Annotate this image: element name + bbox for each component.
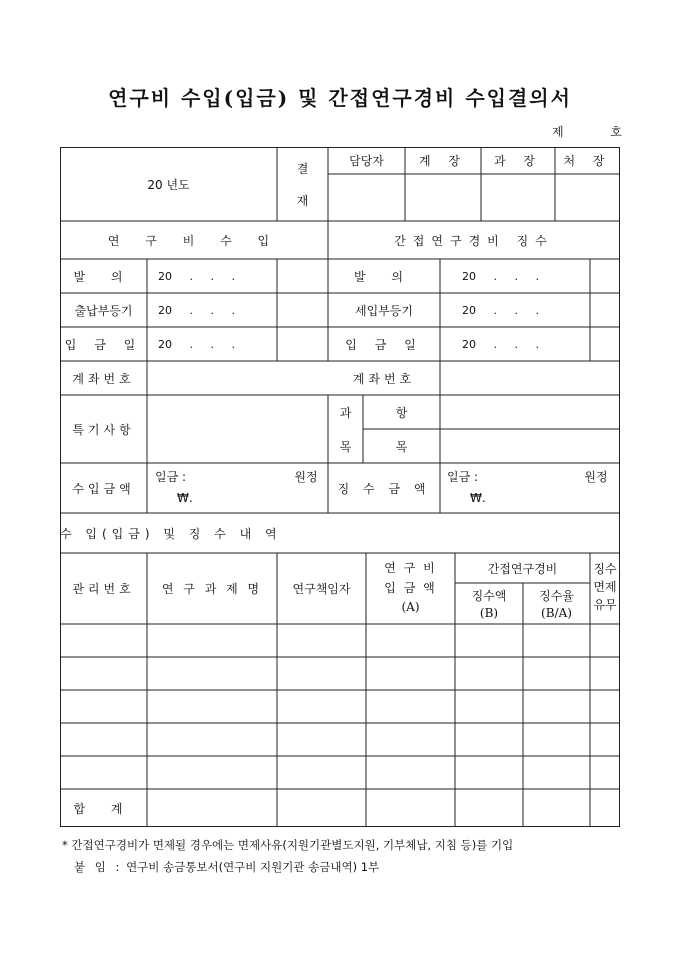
- deposit-date-label-right: 입 금 일: [345, 337, 423, 352]
- collection-won-sign: ₩.: [470, 491, 486, 505]
- col-collected-b: (B): [479, 606, 499, 620]
- ledger-date-left: 20 . . .: [158, 303, 235, 317]
- account-no-label-left: 계좌번호: [72, 371, 135, 386]
- budget-gwa-label: 과: [339, 405, 352, 420]
- ledger-label-left: 출납부등기: [74, 303, 133, 318]
- budget-mok-label: 목: [339, 439, 352, 454]
- approver-director: 처 장: [563, 154, 612, 168]
- budget-hang-item: 항: [395, 405, 408, 420]
- approval-label-bottom: 재: [296, 194, 309, 208]
- budget-mok-item: 목: [395, 439, 408, 454]
- income-amount-prefix: 일금 :: [155, 469, 187, 484]
- deposit-date-right: 20 . . .: [462, 337, 539, 351]
- issue-label-right: 발 의: [354, 269, 414, 284]
- issue-label-left: 발 의: [73, 269, 134, 284]
- detail-section-title: 수 입(입금) 및 징 수 내 역: [60, 526, 282, 541]
- col-amount-line2: 입 금 액: [384, 580, 437, 595]
- account-no-label-right: 계좌번호: [352, 371, 416, 386]
- document-number: [552, 123, 622, 140]
- resolution-form: [60, 147, 620, 827]
- col-collection-rate: 징수율: [539, 588, 574, 603]
- col-exempt-line2: 면제: [593, 579, 617, 594]
- collection-amount-label: 징 수 금 액: [337, 481, 431, 496]
- approver-staff: 담당자: [349, 154, 384, 168]
- approval-label-top: 결: [296, 162, 309, 176]
- collection-amount-suffix: 원정: [584, 469, 608, 484]
- research-income-header: 연 구 비 수 입: [107, 233, 281, 248]
- approver-chief: 계 장: [419, 154, 467, 168]
- form-title: 연구비 수입(입금) 및 간접연구경비 수입결의서: [108, 86, 572, 110]
- attachment-label: 붙 임 :: [74, 860, 123, 874]
- ledger-label-right: 세입부등기: [355, 303, 413, 318]
- col-collection-rate-ba: (B/A): [541, 606, 572, 620]
- col-principal-investigator: 연구책임자: [292, 582, 351, 596]
- col-amount-line1: 연 구 비: [384, 560, 437, 575]
- col-amount-line3: (A): [401, 600, 420, 614]
- col-collected-amount: 징수액: [471, 588, 507, 603]
- indirect-collection-header: 간접연구경비 징수: [394, 233, 554, 248]
- doc-no-prefix: 제: [552, 125, 564, 139]
- col-exempt-line1: 징수: [593, 561, 617, 576]
- collection-amount-prefix: 일금 :: [447, 469, 479, 484]
- deposit-date-left: 20 . . .: [158, 337, 235, 351]
- col-exempt-line3: 유무: [593, 597, 617, 612]
- attachment-line: [74, 859, 379, 875]
- approver-section-head: 과 장: [494, 154, 542, 168]
- issue-date-left: 20 . . .: [158, 269, 235, 283]
- col-project-title: 연 구 과 제 명: [161, 582, 263, 596]
- issue-date-right: 20 . . .: [462, 269, 539, 283]
- remarks-label: 특기사항: [72, 422, 135, 437]
- footnote: * 간접연구경비가 면제될 경우에는 면제사유(지원기관별도지원, 기부체납, 지침 등)를 기입: [62, 838, 514, 852]
- income-amount-label: 수입금액: [72, 481, 135, 496]
- attachment-text: 연구비 송금통보서(연구비 지원기관 송금내역) 1부: [126, 860, 380, 874]
- ledger-date-right: 20 . . .: [462, 303, 539, 317]
- total-label: 합 계: [73, 801, 134, 816]
- col-indirect-costs: 간접연구경비: [487, 561, 558, 576]
- col-mgmt-no: 관리번호: [72, 582, 135, 596]
- fiscal-year: 20 년도: [147, 177, 190, 192]
- income-amount-suffix: 원정: [294, 469, 318, 484]
- income-won-sign: ₩.: [177, 491, 193, 505]
- deposit-date-label-left: 입 금 일: [64, 337, 143, 352]
- doc-no-suffix: 호: [610, 125, 622, 139]
